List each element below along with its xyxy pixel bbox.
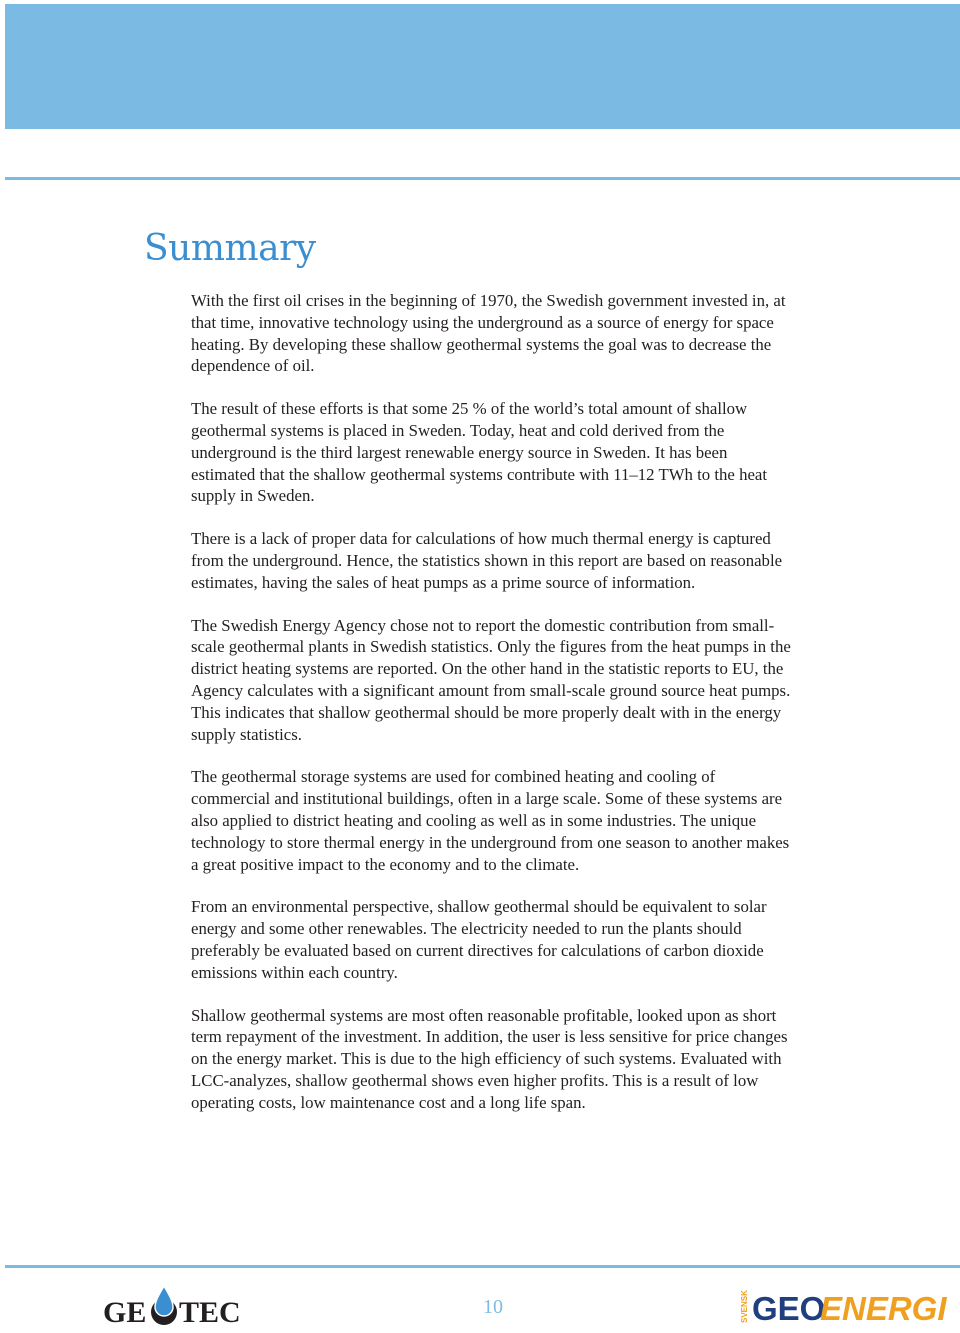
svg-text:TEC: TEC xyxy=(179,1296,241,1329)
geoenergi-logo xyxy=(738,1286,947,1327)
paragraph-5: The geothermal storage systems are used for combined heating and cooling of commercial and institutional buildings, often in a large scale. Some of these systems are also applied to district heating and cooling as well as in some industries. The unique technology to store thermal energy in the underground from one season to another makes a great positive impact to the economy and to the climate. xyxy=(191,767,790,874)
paragraph-1: With the first oil crises in the beginning of 1970, the Swedish government invested in, at that time, innovative technology using the underground as a source of energy for space heating. By developing these shallow geothermal systems the goal was to decrease the dependence of oil. xyxy=(191,291,786,376)
paragraph-6: From an environmental perspective, shallow geothermal should be equivalent to solar energy and some other renewables. The electricity needed to run the plants should preferably be evaluated based on current directives for calculations of carbon dioxide emissions within each country. xyxy=(191,897,767,982)
svg-text:GEO: GEO xyxy=(752,1290,826,1327)
header-rule xyxy=(5,177,960,180)
page-title: Summary xyxy=(144,228,316,269)
svg-text:ENERGI: ENERGI xyxy=(820,1290,947,1327)
paragraph-7: Shallow geothermal systems are most often reasonable profitable, looked upon as short term repayment of the investment. In addition, the user is less sensitive for price changes on the energy market. This is due to the high efficiency of such systems. Evaluated with LCC-analyzes, shallow geothermal shows even higher profits. This is a result of low operating costs, low maintenance cost and a long life span. xyxy=(191,1005,788,1112)
summary-body xyxy=(191,290,795,1135)
paragraph-4: The Swedish Energy Agency chose not to report the domestic contribution from small-scale geothermal plants in Swedish statistics. Only the figures from the heat pumps in the district heating systems are reported. On the other hand in the statistic reports to EU, the Agency calculates with a significant amount from small-scale ground source heat pumps. This indicates that shallow geothermal should be more properly dealt with in the energy supply statistics. xyxy=(191,615,791,744)
paragraph-2: The result of these efforts is that some 25 % of the world’s total amount of shallow geothermal systems is placed in Sweden. Today, heat and cold derived from the underground is the third largest renewable energy source in Sweden. It has been estimated that the shallow geothermal systems contribute with 11–12 TWh to the heat supply in Sweden. xyxy=(191,399,768,506)
paragraph-3: There is a lack of proper data for calculations of how much thermal energy is captured from the underground. Hence, the statistics shown in this report are based on reasonable estimates, having the sales of heat pumps as a prime source of information. xyxy=(191,529,783,592)
svg-text:SVENSK: SVENSK xyxy=(740,1290,749,1323)
header-band xyxy=(5,4,960,129)
svg-text:GE: GE xyxy=(103,1296,147,1329)
water-drop-icon xyxy=(151,1286,177,1325)
geotec-logo xyxy=(103,1284,243,1328)
footer-rule xyxy=(5,1265,960,1268)
page-number: 10 xyxy=(483,1296,503,1318)
